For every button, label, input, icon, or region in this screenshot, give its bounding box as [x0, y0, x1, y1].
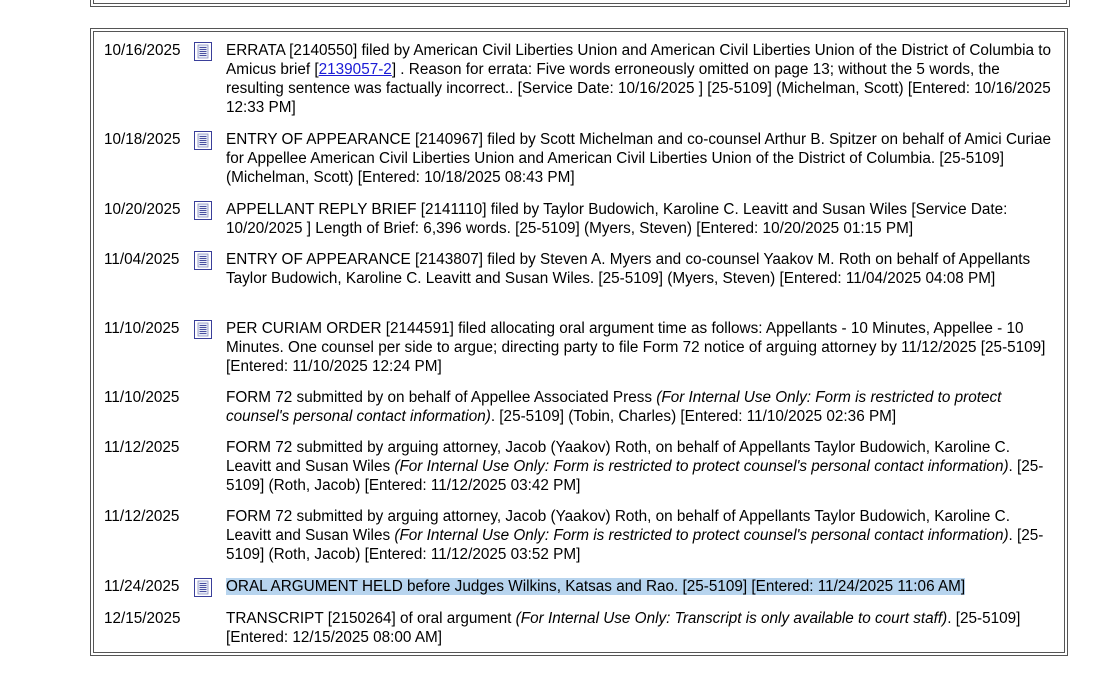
document-lines-glyph — [195, 321, 211, 338]
document-lines-glyph — [195, 202, 211, 219]
entry-text-part: ERRATA [2140550] filed by American Civil Liberties Union and American Civil Liberties Union of the District of Columbia to Amicus brief [ — [226, 42, 1051, 78]
document-icon[interactable] — [194, 578, 212, 597]
entry-text — [226, 507, 1054, 564]
entry-text-part: . [25-5109] (Roth, Jacob) [Entered: 11/12/2025 03:52 PM] — [226, 527, 1044, 563]
previous-table-frame — [90, 0, 1070, 7]
entry-text-part: FORM 72 submitted by arguing attorney, Jacob (Yaakov) Roth, on behalf of Appellants Taylor Budowich, Karoline C. Leavitt and Susan Wiles — [226, 439, 1010, 475]
entry-date: 11/24/2025 — [104, 578, 180, 595]
entry-text — [226, 41, 1054, 117]
document-icon[interactable] — [194, 320, 212, 339]
docket-table — [90, 28, 1068, 656]
entry-date: 11/10/2025 — [104, 389, 180, 406]
entry-text: ENTRY OF APPEARANCE [2140967] filed by Scott Michelman and co-counsel Arthur B. Spitzer on behalf of Amici Curiae for Appellee American Civil Liberties Union and American Civil Liberties Union of the District of Columbia. [25-5109] (Michelman, Scott) [Entered: 10/18/2025 08:43 PM] — [226, 131, 1052, 186]
document-icon[interactable] — [194, 201, 212, 220]
entry-date: 11/04/2025 — [104, 251, 180, 268]
entry-date: 10/16/2025 — [104, 42, 181, 59]
document-lines-glyph — [195, 43, 211, 60]
entry-text-part: ] . Reason for errata: Five words erroneously omitted on page 13; without the 5 words, the resulting sentence was factually incorrect.. [Service Date: 10/16/2025 ] [25-5109] (Michelman, Scott) [Entered: 10/16/2025 12:33 PM] — [226, 61, 1051, 116]
entry-date: 11/12/2025 — [104, 439, 180, 456]
entry-text: ENTRY OF APPEARANCE [2143807] filed by Steven A. Myers and co-counsel Yaakov M. Roth on behalf of Appellants Taylor Budowich, Karoline C. Leavitt and Susan Wiles. [25-5109] (Myers, Steven) [Entered: 11/04/2025 04:08 PM] — [226, 251, 1031, 287]
document-icon[interactable] — [194, 42, 212, 61]
entry-text-part: . [25-5109] [Entered: 12/15/2025 08:00 AM] — [226, 610, 1021, 646]
entry-text: APPELLANT REPLY BRIEF [2141110] filed by Taylor Budowich, Karoline C. Leavitt and Susan Wiles [Service Date: 10/20/2025 ] Length of Brief: 6,396 words. [25-5109] (Myers, Steven) [Entered: 10/20/2025 01:15 PM] — [226, 201, 1008, 237]
entry-text — [226, 577, 1054, 596]
internal-use-note: (For Internal Use Only: Form is restricted to protect counsel's personal contact information) — [394, 458, 1009, 475]
entry-date: 11/10/2025 — [104, 320, 180, 337]
docket-table-inner — [93, 31, 1065, 653]
entry-date: 10/18/2025 — [104, 131, 181, 148]
document-icon[interactable] — [194, 251, 212, 270]
document-lines-glyph — [195, 579, 211, 596]
entry-text — [226, 609, 1054, 647]
entry-text — [226, 388, 1054, 426]
entry-text-part: FORM 72 submitted by on behalf of Appellee Associated Press — [226, 389, 657, 406]
entry-text: PER CURIAM ORDER [2144591] filed allocating oral argument time as follows: Appellants - 10 Minutes, Appellee - 10 Minutes. One counsel per side to argue; directing party to file Form 72 notice of arguing attorney by 11/12/2025 [25-5109] [Entered: 11/10/2025 12:24 PM] — [226, 320, 1046, 375]
amicus-brief-link[interactable]: 2139057-2 — [318, 61, 392, 78]
entry-text-part: FORM 72 submitted by arguing attorney, Jacob (Yaakov) Roth, on behalf of Appellants Taylor Budowich, Karoline C. Leavitt and Susan Wiles — [226, 508, 1010, 544]
internal-use-note: (For Internal Use Only: Form is restricted to protect counsel's personal contact information) — [394, 527, 1009, 544]
entry-text-part: TRANSCRIPT [2150264] of oral argument — [226, 610, 516, 627]
document-lines-glyph — [195, 132, 211, 149]
document-lines-glyph — [195, 252, 211, 269]
entry-date: 12/15/2025 — [104, 610, 181, 627]
entry-date: 10/20/2025 — [104, 201, 181, 218]
internal-use-note: (For Internal Use Only: Form is restricted to protect counsel's personal contact information) — [226, 389, 1002, 425]
entry-text — [226, 438, 1054, 495]
selected-text: ORAL ARGUMENT HELD before Judges Wilkins, Katsas and Rao. [25-5109] [Entered: 11/24/2025 11:06 AM] — [226, 578, 966, 595]
entry-text-part: . [25-5109] (Tobin, Charles) [Entered: 11/10/2025 02:36 PM] — [490, 408, 897, 425]
entry-date: 11/12/2025 — [104, 508, 180, 525]
internal-use-note: (For Internal Use Only: Transcript is only available to court staff) — [515, 610, 948, 627]
document-icon[interactable] — [194, 131, 212, 150]
entry-text-part: . [25-5109] (Roth, Jacob) [Entered: 11/12/2025 03:42 PM] — [226, 458, 1044, 494]
